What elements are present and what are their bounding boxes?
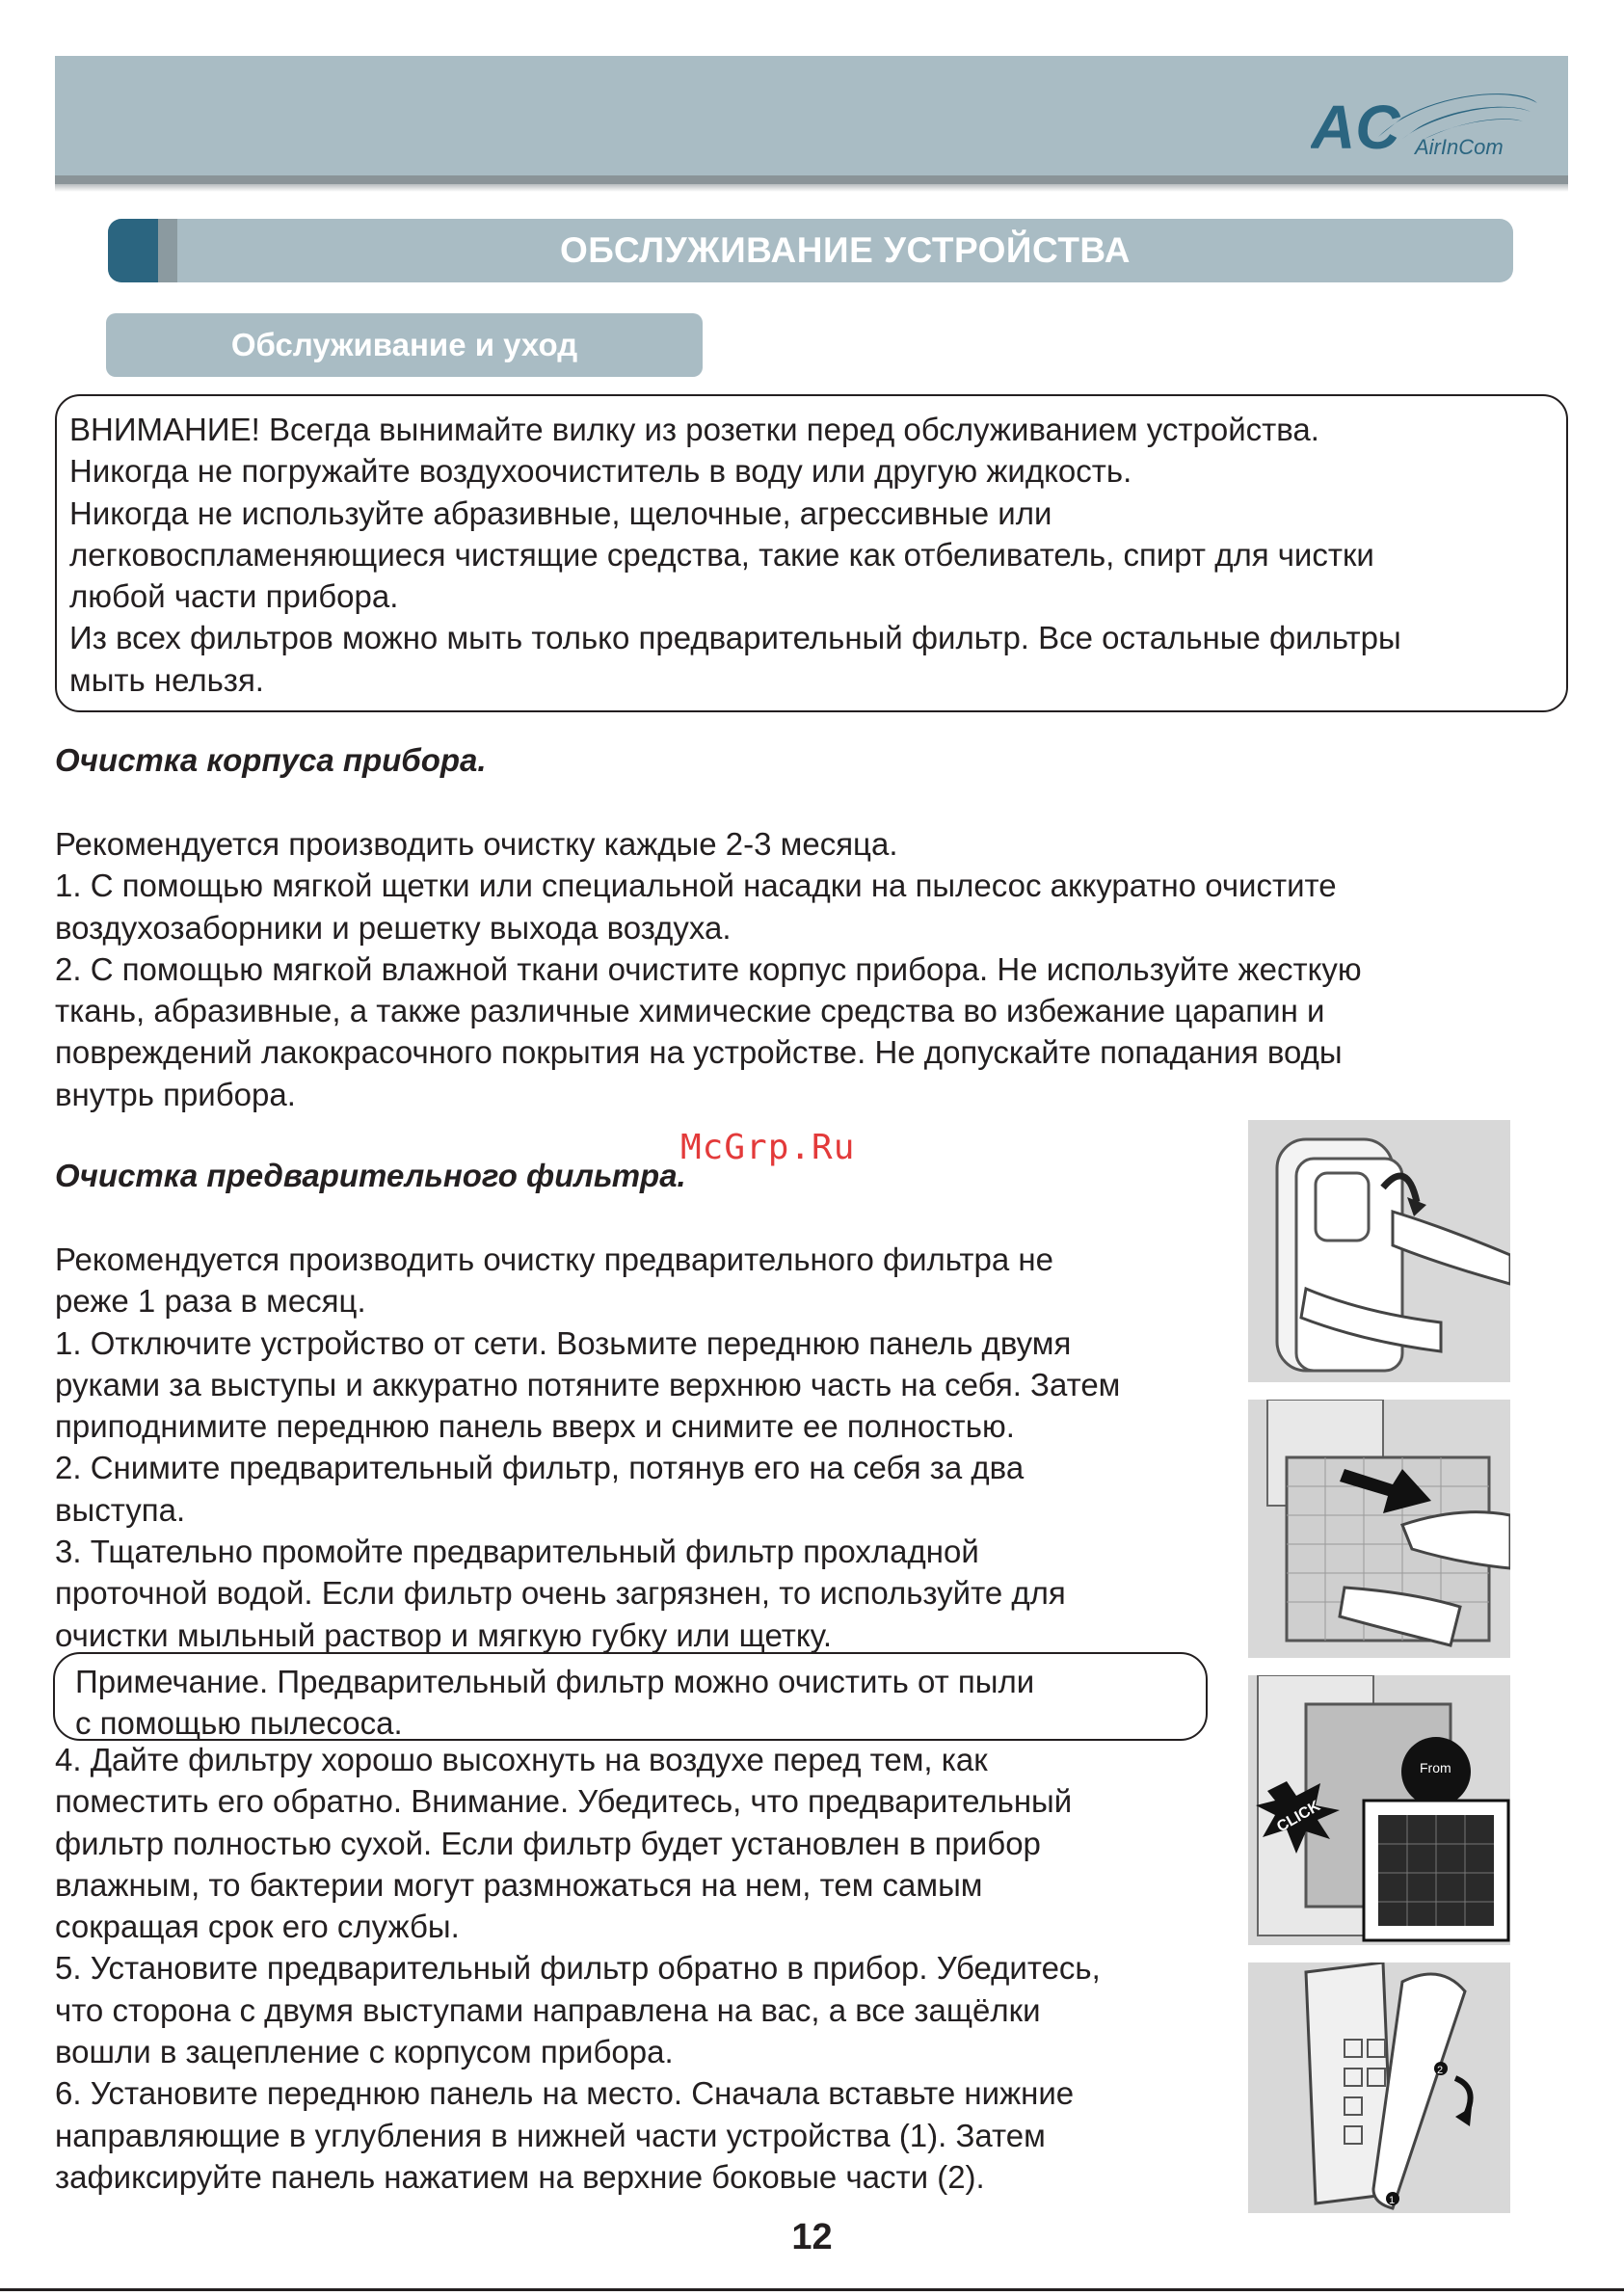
remove-prefilter-illustration [1248,1400,1510,1658]
prefilter-line: сокращая срок его службы. [55,1909,460,1945]
prefilter-line: Рекомендуется производить очистку предварительного фильтра не [55,1241,1053,1277]
page-number: 12 [791,2217,833,2257]
prefilter-line: проточной водой. Если фильтр очень загрязнен, то используйте для [55,1575,1066,1612]
bottom-rule [0,2288,1624,2291]
prefilter-line: что сторона с двумя выступами направлена на вас, а все защёлки [55,1991,1041,2028]
body-cleaning-line: 1. С помощью мягкой щетки или специальной насадки на пылесос аккуратно очистите [55,868,1337,904]
header-shadow [55,184,1568,192]
warning-text [69,409,1563,701]
warning-line: легковоспламеняющиеся чистящие средства, такие как отбеливатель, спирт для чистки [69,536,1374,573]
body-cleaning-line: повреждений лакокрасочного покрытия на устройстве. Не допускайте попадания воды [55,1034,1343,1071]
remove-front-panel-illustration [1248,1120,1510,1382]
section-bar-stripe [158,219,177,282]
warning-line: Никогда не погружайте воздухоочиститель в воду или другую жидкость. [69,453,1132,490]
step-2-marker: 2 [1437,2065,1444,2076]
section-title-bar [108,219,1513,282]
warning-line: Из всех фильтров можно мыть только предварительный фильтр. Все остальные фильтры [69,620,1401,656]
body-cleaning-heading: Очистка корпуса прибора. [55,742,487,778]
prefilter-line: реже 1 раза в месяц. [55,1283,366,1320]
prefilter-heading: Очистка предварительного фильтра. [55,1158,686,1193]
prefilter-text-b [55,1739,1101,2198]
header-divider [55,175,1568,184]
body-cleaning-line: ткань, абразивные, а также различные химические средства во избежание царапин и [55,993,1325,1029]
body-cleaning-line: Рекомендуется производить очистку каждые 2-3 месяца. [55,826,898,862]
airincom-logo [1311,79,1542,166]
note-line: с помощью пылесоса. [75,1705,403,1742]
warning-line: Никогда не используйте абразивные, щелочные, агрессивные или [69,494,1052,531]
body-cleaning-line: воздухозаборники и решетку выхода воздуха. [55,909,732,946]
prefilter-line: зафиксируйте панель нажатием на верхние боковые части (2). [55,2158,985,2195]
prefilter-line: направляющие в углубления в нижней части устройства (1). Затем [55,2117,1046,2153]
prefilter-text-a [55,1239,1120,1656]
prefilter-line: 4. Дайте фильтру хорошо высохнуть на воздухе перед тем, как [55,1742,988,1777]
prefilter-line: приподнимите переднюю панель вверх и снимите ее полностью. [55,1408,1015,1445]
prefilter-line: фильтр полностью сухой. Если фильтр будет установлен в прибор [55,1825,1041,1861]
install-front-panel-illustration [1248,1962,1510,2213]
prefilter-line: выступа. [55,1491,186,1528]
section-title: ОБСЛУЖИВАНИЕ УСТРОЙСТВА [559,230,1131,270]
prefilter-line: очистки мыльный раствор и мягкую губку или щетку. [55,1616,832,1653]
prefilter-line: влажным, то бактерии могут размножаться на нем, тем самым [55,1866,983,1903]
prefilter-line: 6. Установите переднюю панель на место. Сначала вставьте нижние [55,2075,1075,2112]
step-1-marker: 1 [1389,2195,1396,2206]
warning-line: мыть нельзя. [69,661,264,698]
from-label: From [1420,1760,1451,1775]
logo-mark: AC [1311,93,1400,162]
prefilter-line: 1. Отключите устройство от сети. Возьмите переднюю панель двумя [55,1324,1072,1361]
warning-line: ВНИМАНИЕ! Всегда вынимайте вилку из розетки перед обслуживанием устройства. [69,412,1319,447]
note-line: Примечание. Предварительный фильтр можно очистить от пыли [75,1664,1035,1699]
install-prefilter-illustration [1248,1675,1510,1945]
note-text [75,1661,1034,1745]
body-cleaning-text [55,823,1362,1115]
subsection-title: Обслуживание и уход [106,313,703,377]
section-bar-accent [108,219,158,282]
body-cleaning-line: внутрь прибора. [55,1076,296,1112]
prefilter-line: 2. Снимите предварительный фильтр, потянув его на себя за два [55,1450,1025,1486]
watermark: McGrp.Ru [680,1128,856,1167]
prefilter-line: поместить его обратно. Внимание. Убедитесь, что предварительный [55,1783,1073,1820]
prefilter-line: 3. Тщательно промойте предварительный фильтр прохладной [55,1534,979,1570]
warning-line: любой части прибора. [69,578,399,615]
logo-text: AirInCom [1415,135,1504,159]
prefilter-line: руками за выступы и аккуратно потяните верхнюю часть на себя. Затем [55,1366,1121,1402]
prefilter-line: вошли в зацепление с корпусом прибора. [55,2034,674,2070]
body-cleaning-line: 2. С помощью мягкой влажной ткани очистите корпус прибора. Не используйте жесткую [55,950,1362,987]
prefilter-line: 5. Установите предварительный фильтр обратно в прибор. Убедитесь, [55,1950,1101,1987]
click-label: CLICK [1274,1798,1323,1836]
